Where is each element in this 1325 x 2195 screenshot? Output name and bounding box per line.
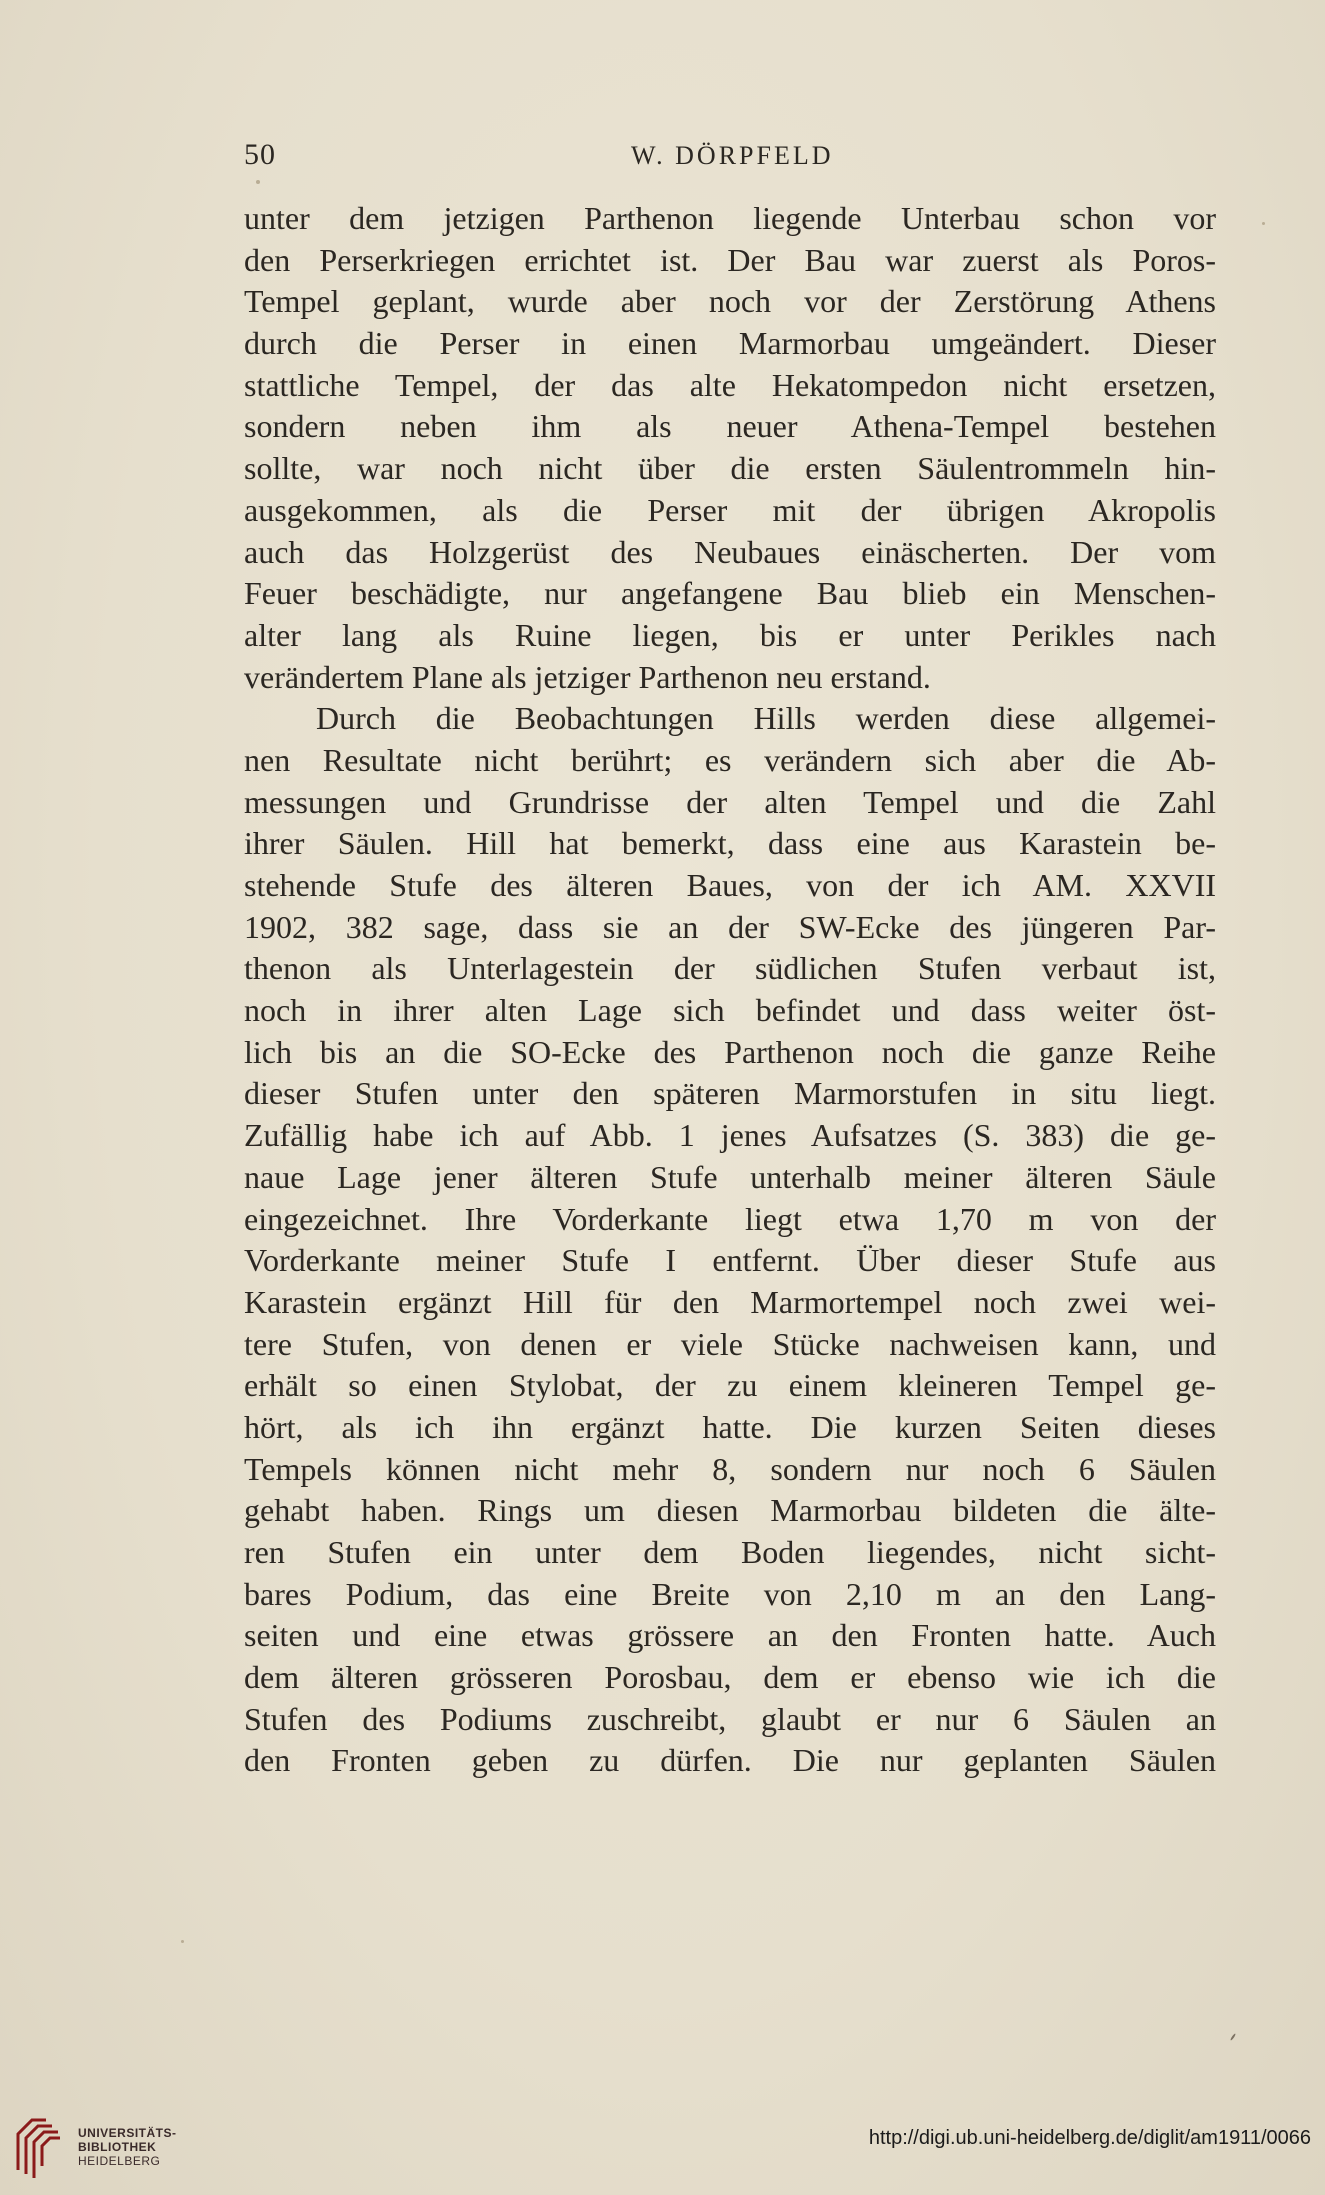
text-line: 1902, 382 sage, dass sie an der SW-Ecke des jüngeren Par- — [244, 908, 1216, 945]
text-line: gehabt haben. Rings um diesen Marmorbau bildeten die älte- — [244, 1492, 1216, 1529]
text-line: sondern neben ihm als neuer Athena-Tempel bestehen — [244, 408, 1216, 445]
running-head — [244, 138, 1244, 178]
paper-speck — [181, 1940, 184, 1943]
text-line: ihrer Säulen. Hill hat bemerkt, dass eine aus Karastein be- — [244, 825, 1216, 862]
text-line: stattliche Tempel, der das alte Hekatompedon nicht ersetzen, — [244, 366, 1216, 403]
text-line: dem älteren grösseren Porosbau, dem er ebenso wie ich die — [244, 1659, 1216, 1696]
text-line: noch in ihrer alten Lage sich befindet und dass weiter öst- — [244, 992, 1216, 1029]
text-line: lich bis an die SO-Ecke des Parthenon noch die ganze Reihe — [244, 1033, 1216, 1070]
text-line: Karastein ergänzt Hill für den Marmortempel noch zwei wei- — [244, 1283, 1216, 1320]
paper-speck — [256, 180, 260, 184]
text-line: seiten und eine etwas grössere an den Fronten hatte. Auch — [244, 1617, 1216, 1654]
text-line: stehende Stufe des älteren Baues, von der ich AM. XXVII — [244, 867, 1216, 903]
text-line: Feuer beschädigte, nur angefangene Bau blieb ein Menschen- — [244, 575, 1216, 612]
text-line: den Perserkriegen errichtet ist. Der Bau war zuerst als Poros- — [244, 241, 1216, 278]
text-line: naue Lage jener älteren Stufe unterhalb meiner älteren Säule — [244, 1158, 1216, 1195]
text-line: tere Stufen, von denen er viele Stücke nachweisen kann, und — [244, 1325, 1216, 1362]
text-line: Tempel geplant, wurde aber noch vor der Zerstörung Athens — [244, 283, 1216, 320]
text-line: dieser Stufen unter den späteren Marmorstufen in situ liegt. — [244, 1075, 1216, 1112]
text-line: nen Resultate nicht berührt; es verändern sich aber die Ab- — [244, 741, 1216, 778]
library-name-line: BIBLIOTHEK — [78, 2140, 157, 2154]
text-line: sollte, war noch nicht über die ersten Säulentrommeln hin- — [244, 450, 1216, 487]
text-line: unter dem jetzigen Parthenon liegende Unterbau schon vor — [244, 200, 1216, 236]
text-line: messungen und Grundrisse der alten Tempel und die Zahl — [244, 783, 1216, 820]
university-library-logo-icon — [12, 2108, 64, 2178]
text-line: eingezeichnet. Ihre Vorderkante liegt etwa 1,70 m von der — [244, 1200, 1216, 1237]
paper-speck — [1262, 222, 1265, 225]
running-head-author: W. DÖRPFELD — [631, 141, 834, 170]
text-line: thenon als Unterlagestein der südlichen Stufen verbaut ist, — [244, 950, 1216, 987]
text-line: Vorderkante meiner Stufe I entfernt. Über dieser Stufe aus — [244, 1242, 1216, 1279]
text-line: erhält so einen Stylobat, der zu einem kleineren Tempel ge- — [244, 1367, 1216, 1404]
paper-mark — [1230, 2033, 1236, 2041]
text-line: Stufen des Podiums zuschreibt, glaubt er nur 6 Säulen an — [244, 1700, 1216, 1737]
page-number: 50 — [244, 138, 276, 171]
library-name-line: HEIDELBERG — [78, 2154, 161, 2168]
text-line: ren Stufen ein unter dem Boden liegendes, nicht sicht- — [244, 1534, 1216, 1570]
text-line: auch das Holzgerüst des Neubaues einäscherten. Der vom — [244, 533, 1216, 570]
text-line: bares Podium, das eine Breite von 2,10 m an den Lang- — [244, 1575, 1216, 1612]
text-line: Tempels können nicht mehr 8, sondern nur noch 6 Säulen — [244, 1450, 1216, 1487]
library-name-line: UNIVERSITÄTS- — [78, 2126, 177, 2140]
text-line: alter lang als Ruine liegen, bis er unter Perikles nach — [244, 616, 1216, 653]
text-line: durch die Perser in einen Marmorbau umgeändert. Dieser — [244, 325, 1216, 362]
source-url-link[interactable]: http://digi.ub.uni-heidelberg.de/diglit/am1911/0066 — [868, 2127, 1311, 2149]
text-line: den Fronten geben zu dürfen. Die nur geplanten Säulen — [244, 1742, 1216, 1779]
text-line: ausgekommen, als die Perser mit der übrigen Akropolis — [244, 491, 1216, 528]
library-name — [78, 2126, 177, 2168]
text-line: Zufällig habe ich auf Abb. 1 jenes Aufsatzes (S. 383) die ge- — [244, 1117, 1216, 1154]
digitization-footer — [0, 2100, 1325, 2195]
text-line: verändertem Plane als jetziger Parthenon neu erstand. — [244, 658, 931, 695]
text-line: hört, als ich ihn ergänzt hatte. Die kurzen Seiten dieses — [244, 1408, 1216, 1445]
body-text — [244, 198, 1216, 1782]
paragraph-first-line: Durch die Beobachtungen Hills werden diese allgemei- — [316, 700, 1216, 737]
